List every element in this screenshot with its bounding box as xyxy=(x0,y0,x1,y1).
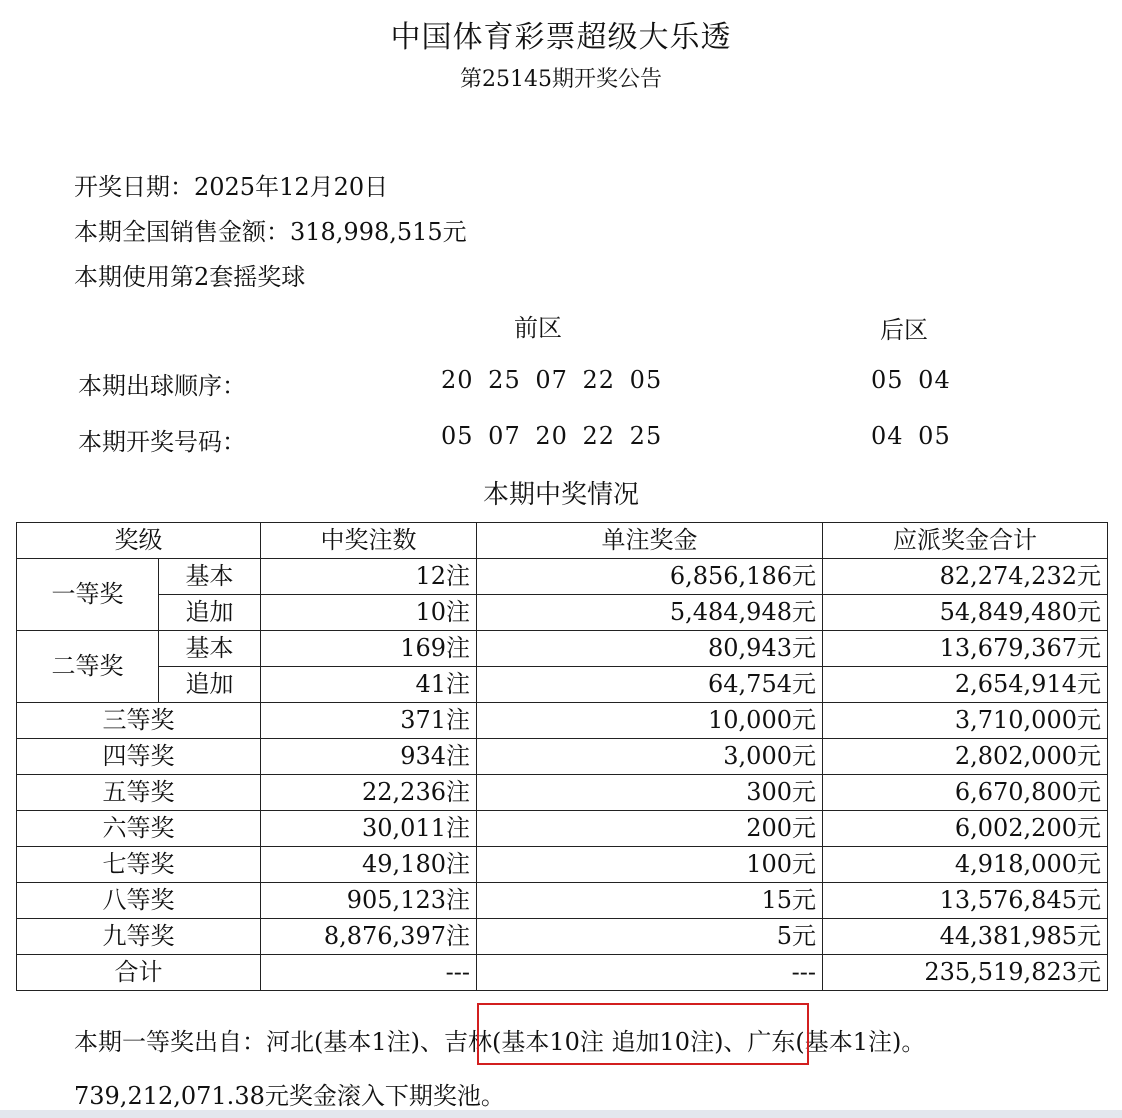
win-count: 10注 xyxy=(261,595,477,631)
win-count: 41注 xyxy=(261,667,477,703)
unit-prize: 64,754元 xyxy=(477,667,823,703)
win-count: 8,876,397注 xyxy=(261,919,477,955)
unit-prize: 200元 xyxy=(477,811,823,847)
header-prize: 单注奖金 xyxy=(477,523,823,559)
level-name: 九等奖 xyxy=(17,919,261,955)
table-row xyxy=(17,775,1108,811)
draw-date: 开奖日期：2025年12月20日 xyxy=(74,173,389,201)
total-prize: 6,670,800元 xyxy=(823,775,1108,811)
level-name: 五等奖 xyxy=(17,775,261,811)
unit-prize: 10,000元 xyxy=(477,703,823,739)
sales-amount: 本期全国销售金额：318,998,515元 xyxy=(74,218,467,246)
header-total: 应派奖金合计 xyxy=(823,523,1108,559)
front-zone-label: 前区 xyxy=(514,314,562,342)
total-prize: 3,710,000元 xyxy=(823,703,1108,739)
table-row xyxy=(17,739,1108,775)
header-level: 奖级 xyxy=(17,523,261,559)
unit-prize: 6,856,186元 xyxy=(477,559,823,595)
total-prize: 4,918,000元 xyxy=(823,847,1108,883)
draw-order-back: 05 04 xyxy=(871,366,951,394)
unit-prize: 100元 xyxy=(477,847,823,883)
win-count: 905,123注 xyxy=(261,883,477,919)
level-name: 三等奖 xyxy=(17,703,261,739)
unit-prize: 5,484,948元 xyxy=(477,595,823,631)
win-count: 22,236注 xyxy=(261,775,477,811)
unit-prize: 3,000元 xyxy=(477,739,823,775)
win-count: 30,011注 xyxy=(261,811,477,847)
table-row xyxy=(17,847,1108,883)
total-prize: 2,654,914元 xyxy=(823,667,1108,703)
win-count: 12注 xyxy=(261,559,477,595)
ball-set: 本期使用第2套摇奖球 xyxy=(74,263,306,291)
prize-table xyxy=(16,522,1108,991)
unit-prize: 80,943元 xyxy=(477,631,823,667)
total-prize: 44,381,985元 xyxy=(823,919,1108,955)
win-count: 49,180注 xyxy=(261,847,477,883)
table-row xyxy=(17,595,1108,631)
total-prize: 2,802,000元 xyxy=(823,739,1108,775)
table-row xyxy=(17,883,1108,919)
table-row xyxy=(17,667,1108,703)
draw-order-front: 20 25 07 22 05 xyxy=(441,366,663,394)
table-row xyxy=(17,811,1108,847)
table-total-row xyxy=(17,955,1108,991)
level-name: 二等奖 xyxy=(17,631,159,703)
page-title: 中国体育彩票超级大乐透 xyxy=(390,20,732,55)
draw-order-label: 本期出球顺序： xyxy=(78,372,246,400)
table-row xyxy=(17,703,1108,739)
highlight-box xyxy=(477,1003,809,1065)
total-prize: 13,679,367元 xyxy=(823,631,1108,667)
first-prize-origin: 本期一等奖出自：河北(基本1注)、吉林(基本10注 追加10注)、广东(基本1注)。 xyxy=(74,1028,926,1056)
sum-total: 235,519,823元 xyxy=(823,955,1108,991)
win-count: 371注 xyxy=(261,703,477,739)
total-prize: 6,002,200元 xyxy=(823,811,1108,847)
sum-count: --- xyxy=(261,955,477,991)
win-count: 934注 xyxy=(261,739,477,775)
back-zone-label: 后区 xyxy=(880,316,928,344)
table-row xyxy=(17,559,1108,595)
table-row xyxy=(17,919,1108,955)
level-name: 八等奖 xyxy=(17,883,261,919)
level-type: 追加 xyxy=(159,667,261,703)
jackpot-rollover: 739,212,071.38元奖金滚入下期奖池。 xyxy=(74,1082,505,1110)
total-prize: 54,849,480元 xyxy=(823,595,1108,631)
total-prize: 13,576,845元 xyxy=(823,883,1108,919)
sum-label: 合计 xyxy=(17,955,261,991)
level-name: 四等奖 xyxy=(17,739,261,775)
window-bottom-edge xyxy=(0,1110,1122,1118)
unit-prize: 5元 xyxy=(477,919,823,955)
unit-prize: 300元 xyxy=(477,775,823,811)
table-header-row xyxy=(17,523,1108,559)
winning-back: 04 05 xyxy=(871,422,951,450)
table-row xyxy=(17,631,1108,667)
total-prize: 82,274,232元 xyxy=(823,559,1108,595)
level-type: 基本 xyxy=(159,559,261,595)
winning-numbers-label: 本期开奖号码： xyxy=(78,428,246,456)
level-type: 基本 xyxy=(159,631,261,667)
sum-prize: --- xyxy=(477,955,823,991)
header-count: 中奖注数 xyxy=(261,523,477,559)
level-name: 六等奖 xyxy=(17,811,261,847)
unit-prize: 15元 xyxy=(477,883,823,919)
winning-front: 05 07 20 22 25 xyxy=(441,422,663,450)
level-name: 七等奖 xyxy=(17,847,261,883)
level-type: 追加 xyxy=(159,595,261,631)
section-title: 本期中奖情况 xyxy=(482,480,639,510)
win-count: 169注 xyxy=(261,631,477,667)
level-name: 一等奖 xyxy=(17,559,159,631)
issue-subtitle: 第25145期开奖公告 xyxy=(460,67,662,92)
